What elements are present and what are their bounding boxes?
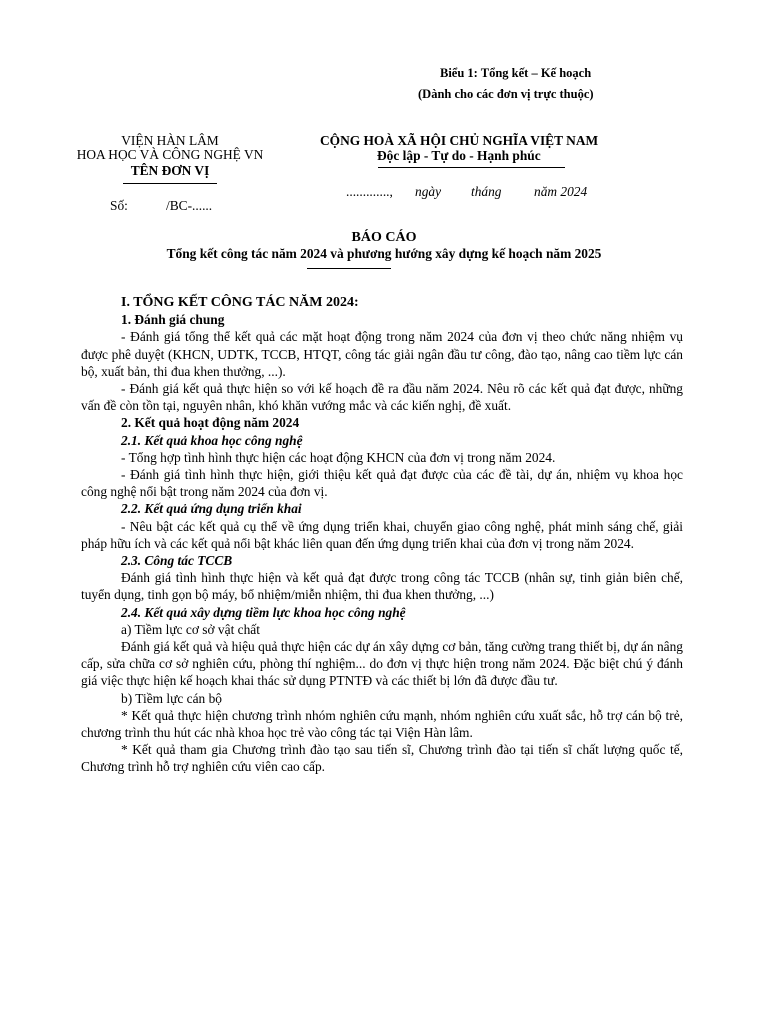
section-2-4-heading: 2.4. Kết quả xây dựng tiềm lực khoa học công nghệ: [121, 604, 406, 620]
national-motto: Độc lập - Tự do - Hạnh phúc: [377, 148, 541, 163]
section-2-1-para-1: - Tổng hợp tình hình thực hiện các hoạt động KHCN của đơn vị trong năm 2024.: [121, 449, 556, 465]
date-year: năm 2024: [534, 184, 588, 199]
section-2-4-a-heading: a) Tiềm lực cơ sở vật chất: [121, 621, 260, 637]
section-1-1-para-2: - Đánh giá kết quả thực hiện so với kế hoạch đề ra đầu năm 2024. Nêu rõ các kết quả đạt được, những vấn đề còn tồn tại, nguyên nhân, khó khăn vướng mắc và các kiến nghị, đề xuất.: [81, 381, 683, 414]
section-2-3-para-1: Đánh giá tình hình thực hiện và kết quả đạt được trong công tác TCCB (nhân sự, tinh giản biên chế, tuyển dụng, tinh gọn bộ máy, bổ nhiệm/miễn nhiệm, thi đua khen thưởng, ...): [81, 570, 683, 603]
section-2-4-b-para-2: * Kết quả tham gia Chương trình đào tạo sau tiến sĩ, Chương trình đào tại tiến sĩ chất lượng quốc tế, Chương trình hỗ trợ nghiên cứu viên cao cấp.: [81, 742, 683, 775]
form-label: Biểu 1: Tổng kết – Kế hoạch: [440, 66, 592, 80]
date-month: tháng: [471, 184, 502, 199]
doc-number-label: Số:: [110, 198, 128, 213]
unit-underline: [123, 183, 217, 184]
section-2-2-para-1: - Nêu bật các kết quả cụ thể về ứng dụng triển khai, chuyển giao công nghệ, phát minh sáng chế, giải pháp hữu ích và các kết quả nổi bật khác liên quan đến ứng dụng triển khai của đơn vị trong năm 2024.: [81, 518, 683, 551]
section-2-heading: 2. Kết quả hoạt động năm 2024: [121, 415, 300, 431]
section-2-1-heading: 2.1. Kết quả khoa học công nghệ: [121, 432, 303, 448]
title-underline: [307, 268, 391, 269]
report-title: BÁO CÁO: [351, 230, 417, 245]
unit-name: TÊN ĐƠN VỊ: [130, 163, 210, 178]
agency-line-2: HOA HỌC VÀ CÔNG NGHỆ VN: [76, 147, 264, 162]
section-2-2-heading: 2.2. Kết quả ứng dụng triển khai: [121, 501, 302, 517]
section-2-4-b-heading: b) Tiềm lực cán bộ: [121, 690, 222, 706]
section-1-1-para-1: - Đánh giá tổng thể kết quả các mặt hoạt động trong năm 2024 của đơn vị theo chức năng nhiệm vụ được phê duyệt (KHCN, UDTK, TCCB, HTQT, công tác giải ngân đầu tư công, đào tạo, nâng cao tiềm lực cán bộ, xuất bản, thi đua khen thưởng, ...).: [81, 329, 683, 379]
report-body: [81, 294, 683, 776]
section-2-3-heading: 2.3. Công tác TCCB: [121, 553, 233, 569]
report-subtitle: Tổng kết công tác năm 2024 và phương hướng xây dựng kế hoạch năm 2025: [166, 246, 602, 261]
section-2-4-a-para-1: Đánh giá kết quả và hiệu quả thực hiện các dự án xây dựng cơ bản, tăng cường trang thiết bị, dự án nâng cấp, sửa chữa cơ sở nghiên cứu, phòng thí nghiệm... do đơn vị thực hiện trong năm 2024. Đặc biệt chú ý đánh giá việc thực hiện kế hoạch khai thác sử dụng PTNTĐ và các thiết bị lớn đã được đầu tư.: [81, 639, 683, 689]
motto-underline: [378, 167, 565, 168]
national-title: CỘNG HOÀ XÃ HỘI CHỦ NGHĨA VIỆT NAM: [320, 133, 599, 148]
date-place: .............,: [346, 184, 393, 199]
date-day: ngày: [415, 184, 442, 199]
agency-line-1: VIỆN HÀN LÂM: [121, 133, 219, 148]
section-1-1-heading: 1. Đánh giá chung: [121, 312, 225, 328]
section-1-heading: I. TỔNG KẾT CÔNG TÁC NĂM 2024:: [121, 295, 359, 310]
form-audience: (Dành cho các đơn vị trực thuộc): [418, 87, 594, 101]
section-2-1-para-2: - Đánh giá tình hình thực hiện, giới thiệu kết quả đạt được của các đề tài, dự án, nhiệm vụ khoa học công nghệ nổi bật trong năm 2024 của đơn vị.: [81, 467, 683, 500]
doc-number-value: /BC-......: [166, 198, 213, 213]
section-2-4-b-para-1: * Kết quả thực hiện chương trình nhóm nghiên cứu mạnh, nhóm nghiên cứu xuất sắc, hỗ trợ cán bộ trẻ, chương trình thu hút các nhà khoa học trẻ vào công tác tại Viện Hàn lâm.: [81, 707, 683, 741]
